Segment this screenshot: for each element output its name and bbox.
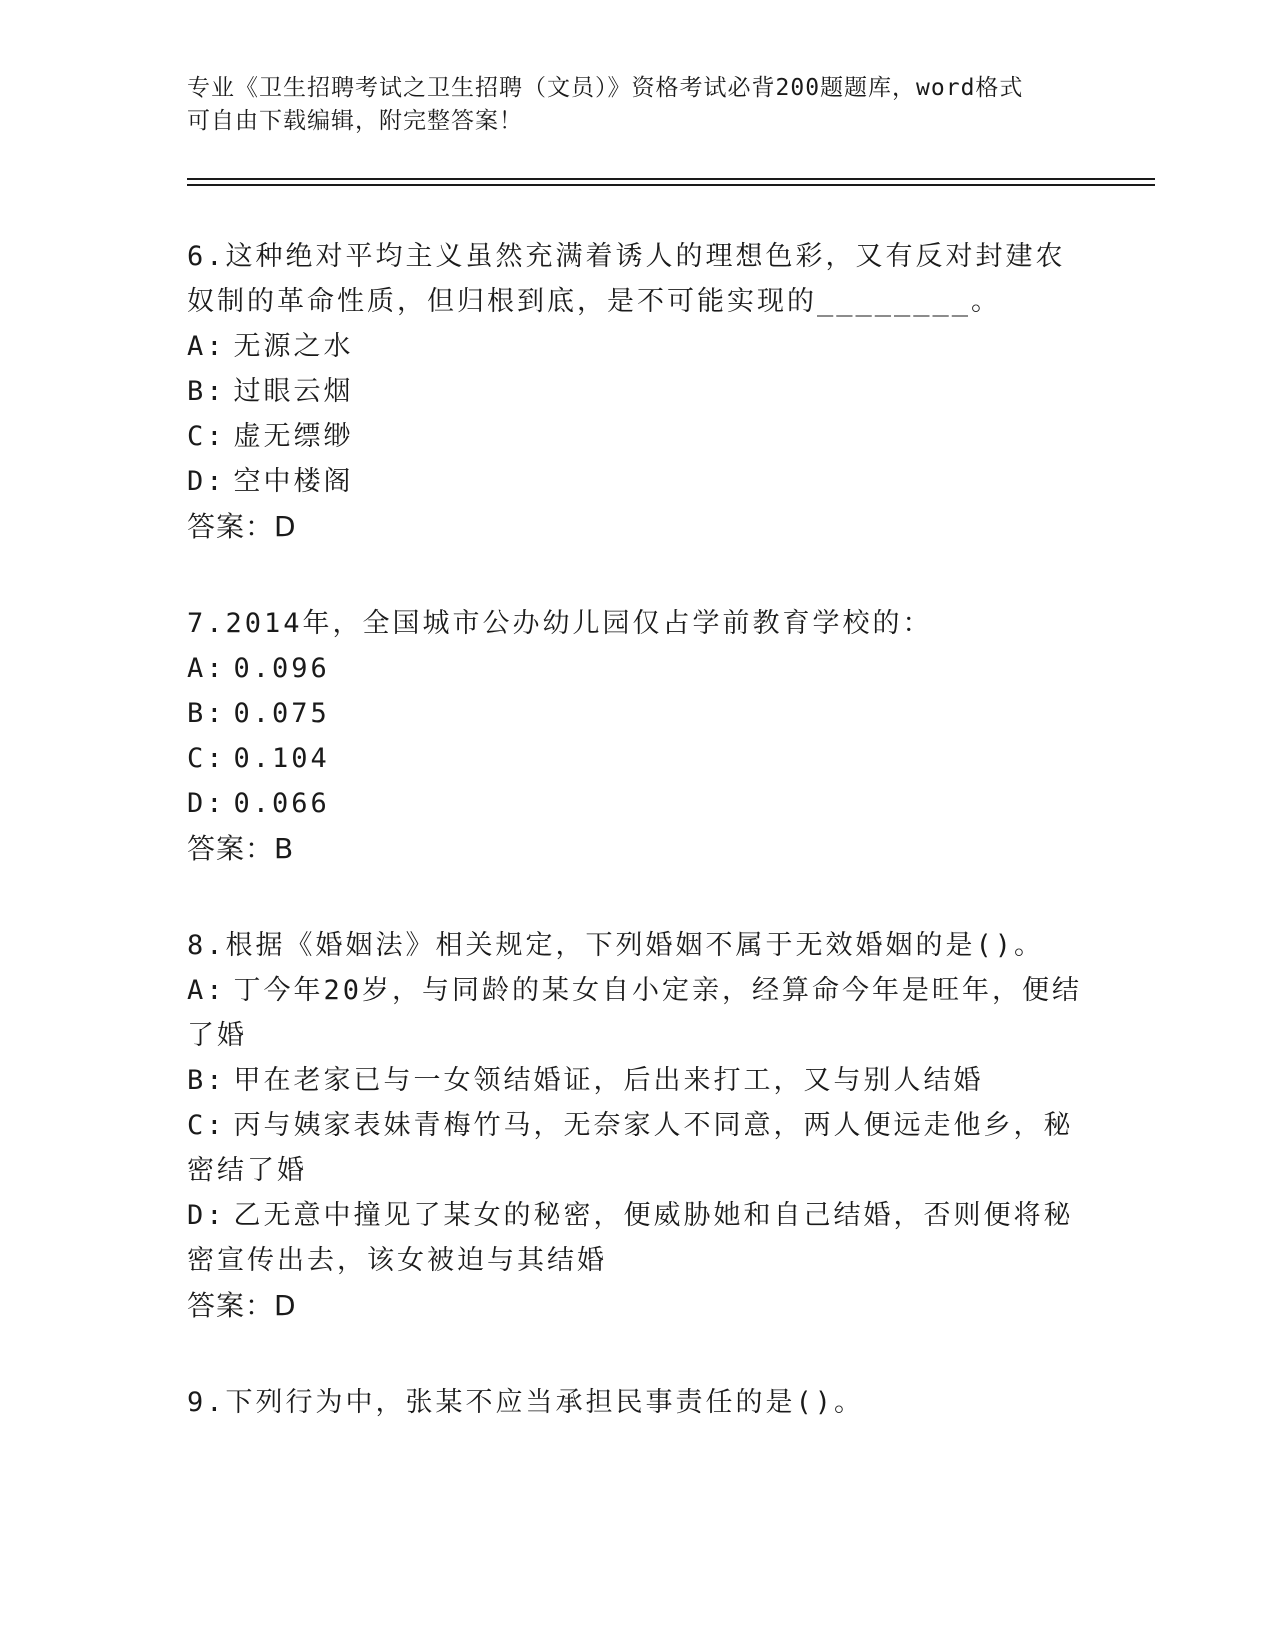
option-letter: C:	[187, 421, 226, 452]
option-letter: B:	[187, 1065, 226, 1096]
header-line-2: 可自由下载编辑，附完整答案！	[187, 108, 523, 134]
option-d	[187, 1193, 1087, 1283]
answer: 答案：D	[187, 1289, 297, 1322]
question-9	[187, 1380, 1087, 1425]
option-c	[187, 1103, 1087, 1193]
option-text: 过眼云烟	[233, 376, 354, 407]
header-line-1: 专业《卫生招聘考试之卫生招聘（文员）》资格考试必背200题题库，word格式	[187, 75, 1024, 101]
answer: 答案：B	[187, 832, 295, 865]
option-b	[187, 369, 1087, 414]
option-letter: C:	[187, 743, 226, 774]
option-b	[187, 691, 1087, 736]
question-text: 8.根据《婚姻法》相关规定，下列婚姻不属于无效婚姻的是()。	[187, 930, 1045, 961]
option-letter: B:	[187, 698, 226, 729]
option-text: 乙无意中撞见了某女的秘密，便威胁她和自己结婚，否则便将秘密宣传出去，该女被迫与其结婚	[187, 1200, 1074, 1276]
option-letter: D:	[187, 466, 226, 497]
question-text: 6.这种绝对平均主义虽然充满着诱人的理想色彩，又有反对封建农奴制的革命性质，但归根到底，是不可能实现的________。	[187, 241, 1066, 317]
option-text: 0.066	[233, 788, 330, 819]
option-letter: D:	[187, 788, 226, 819]
header-rule-top	[187, 178, 1155, 180]
option-letter: A:	[187, 653, 226, 684]
option-letter: A:	[187, 975, 226, 1006]
option-text: 虚无缥缈	[233, 421, 354, 452]
option-d	[187, 781, 1087, 826]
option-a	[187, 324, 1087, 369]
option-text: 0.104	[233, 743, 330, 774]
question-text: 7.2014年，全国城市公办幼儿园仅占学前教育学校的：	[187, 608, 933, 639]
question-text: 9.下列行为中，张某不应当承担民事责任的是()。	[187, 1387, 865, 1418]
option-text: 空中楼阁	[233, 466, 354, 497]
option-letter: B:	[187, 376, 226, 407]
question-8	[187, 923, 1087, 1328]
header-rule-bottom	[187, 184, 1155, 186]
option-d	[187, 459, 1087, 504]
option-c	[187, 736, 1087, 781]
option-c	[187, 414, 1087, 459]
option-b	[187, 1058, 1087, 1103]
question-6	[187, 234, 1087, 549]
option-text: 0.075	[233, 698, 330, 729]
option-text: 丁今年20岁，与同龄的某女自小定亲，经算命今年是旺年，便结了婚	[187, 975, 1083, 1051]
option-text: 甲在老家已与一女领结婚证，后出来打工，又与别人结婚	[233, 1065, 984, 1096]
question-7	[187, 601, 1087, 871]
option-a	[187, 646, 1087, 691]
option-letter: D:	[187, 1200, 226, 1231]
option-letter: A:	[187, 331, 226, 362]
option-text: 丙与姨家表妹青梅竹马，无奈家人不同意，两人便远走他乡，秘密结了婚	[187, 1110, 1074, 1186]
document-header	[187, 72, 1067, 138]
answer: 答案：D	[187, 510, 297, 543]
option-letter: C:	[187, 1110, 226, 1141]
option-text: 0.096	[233, 653, 330, 684]
option-text: 无源之水	[233, 331, 354, 362]
question-list	[187, 234, 1087, 1477]
option-a	[187, 968, 1087, 1058]
